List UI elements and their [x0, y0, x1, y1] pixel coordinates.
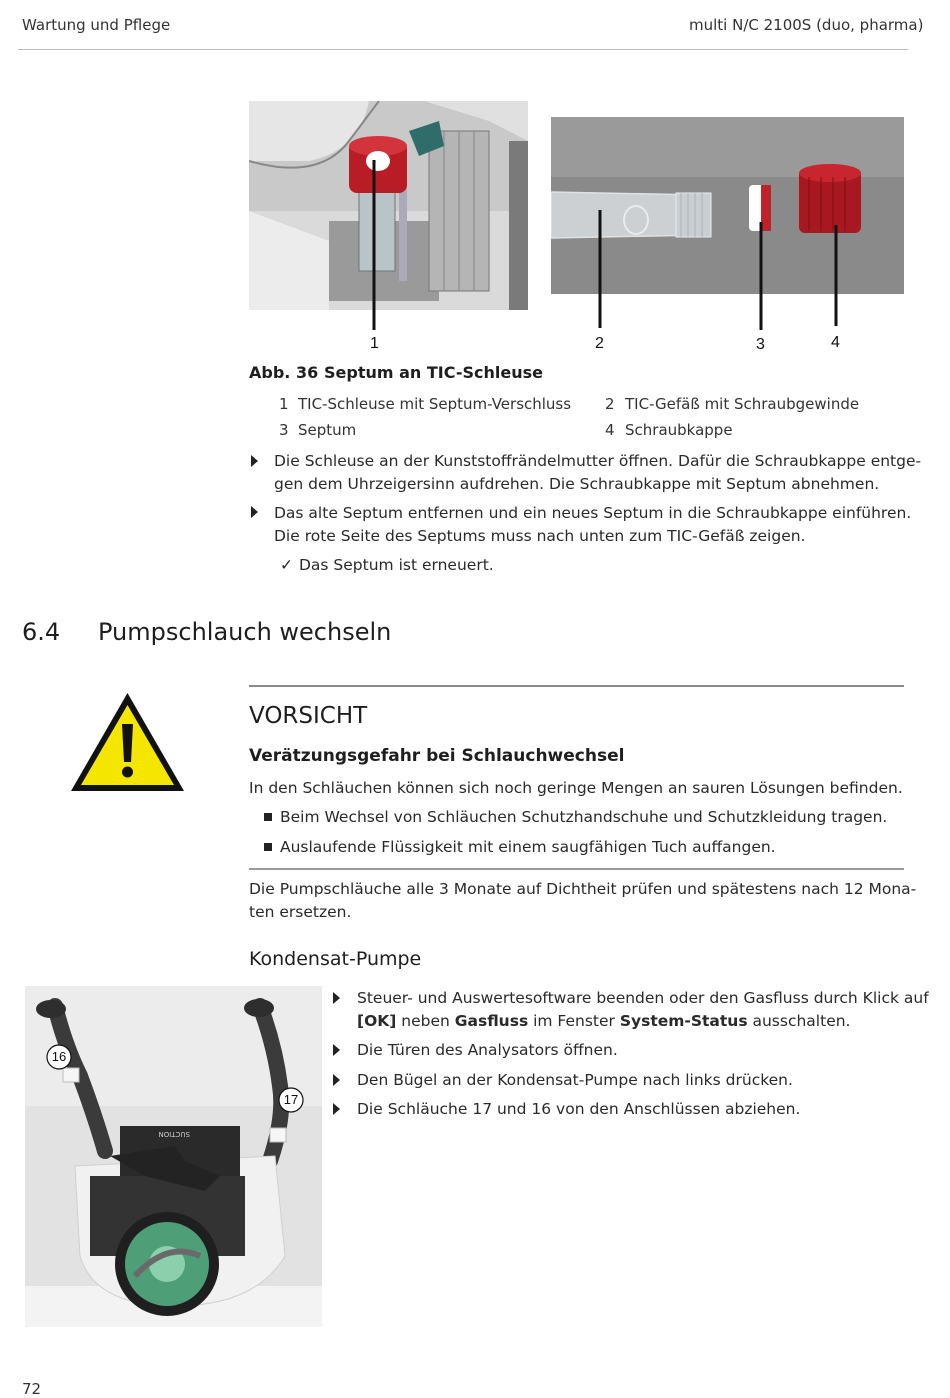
pump-callout-17: 17	[283, 1092, 299, 1107]
legend-num-3: 3	[279, 421, 289, 439]
section-title: Pumpschlauch wechseln	[98, 618, 392, 646]
section-number: 6.4	[22, 618, 61, 646]
warning-bullet-2: Auslaufende Flüssigkeit mit einem saugfähigen Tuch auffangen.	[280, 838, 776, 856]
figure-caption-title: Septum an TIC-Schleuse	[324, 363, 543, 382]
pump-step-4: Die Schläuche 17 und 16 von den Anschlüssen abziehen.	[357, 1100, 801, 1118]
gasfluss-label: Gasfluss	[454, 1012, 529, 1030]
pump-step-1-line-2	[357, 1010, 850, 1033]
subsection-title: Kondensat-Pumpe	[249, 948, 422, 970]
page-number: 72	[22, 1380, 42, 1398]
intro-line-1: Die Pumpschläuche alle 3 Monate auf Dichtheit prüfen und spätestens nach 12 Mona-	[249, 880, 917, 898]
suction-label: SUCTION	[158, 1130, 190, 1138]
system-status-label: System-Status	[619, 1012, 748, 1030]
step-1-line-1: Die Schleuse an der Kunststoffrändelmutter öffnen. Dafür die Schraubkappe entge-	[274, 452, 922, 470]
figure-caption-number: Abb. 36	[249, 363, 319, 382]
text-fragment: im Fenster	[528, 1012, 620, 1030]
step-arrow-icon	[333, 992, 340, 1004]
step-arrow-icon	[251, 506, 258, 518]
warning-bullet-1: Beim Wechsel von Schläuchen Schutzhandschuhe und Schutzkleidung tragen.	[280, 808, 888, 826]
pump-step-1-line-1: Steuer- und Auswertesoftware beenden oder den Gasfluss durch Klick auf	[357, 989, 929, 1007]
warning-triangle-icon	[68, 690, 187, 794]
pump-callout-circles	[25, 986, 322, 1327]
text-fragment: ausschalten.	[747, 1012, 851, 1030]
warning-text: In den Schläuchen können sich noch geringe Mengen an sauren Lösungen befinden.	[249, 779, 903, 797]
step-arrow-icon	[333, 1074, 340, 1086]
bullet-icon	[264, 813, 272, 821]
check-icon: ✓	[280, 556, 293, 574]
warning-bottom-rule	[249, 868, 904, 870]
step-arrow-icon	[251, 455, 258, 467]
legend-text-2: TIC-Gefäß mit Schraubgewinde	[625, 395, 860, 413]
callout-4: 4	[831, 334, 840, 351]
pump-callout-16: 16	[51, 1049, 67, 1064]
step-1-line-2: gen dem Uhrzeigersinn aufdrehen. Die Schraubkappe mit Septum abnehmen.	[274, 475, 880, 493]
text-fragment: neben	[396, 1012, 455, 1030]
step-2-line-2: Die rote Seite des Septums muss nach unten zum TIC-Gefäß zeigen.	[274, 527, 806, 545]
intro-line-2: ten ersetzen.	[249, 903, 352, 921]
step-arrow-icon	[333, 1103, 340, 1115]
legend-num-1: 1	[279, 395, 289, 413]
step-arrow-icon	[333, 1044, 340, 1056]
warning-top-rule	[249, 685, 904, 687]
result-text: Das Septum ist erneuert.	[299, 556, 494, 574]
header-right: multi N/C 2100S (duo, pharma)	[689, 16, 924, 34]
bullet-icon	[264, 843, 272, 851]
legend-text-3: Septum	[298, 421, 357, 439]
step-2-line-1: Das alte Septum entfernen und ein neues Septum in die Schraubkappe einführen.	[274, 504, 912, 522]
header-left: Wartung und Pflege	[22, 16, 171, 34]
pump-step-3: Den Bügel an der Kondensat-Pumpe nach links drücken.	[357, 1071, 793, 1089]
callout-3: 3	[756, 336, 765, 353]
callout-2: 2	[595, 335, 604, 352]
warning-hazard: Verätzungsgefahr bei Schlauchwechsel	[249, 746, 625, 766]
ok-button-label: [OK]	[357, 1012, 397, 1030]
warning-signal-word: VORSICHT	[249, 703, 368, 729]
legend-num-4: 4	[605, 421, 615, 439]
callout-1: 1	[370, 335, 379, 352]
pump-step-2: Die Türen des Analysators öffnen.	[357, 1041, 618, 1059]
legend-text-1: TIC-Schleuse mit Septum-Verschluss	[298, 395, 572, 413]
figure-callout-lines	[0, 0, 950, 340]
legend-num-2: 2	[605, 395, 615, 413]
legend-text-4: Schraubkappe	[625, 421, 733, 439]
